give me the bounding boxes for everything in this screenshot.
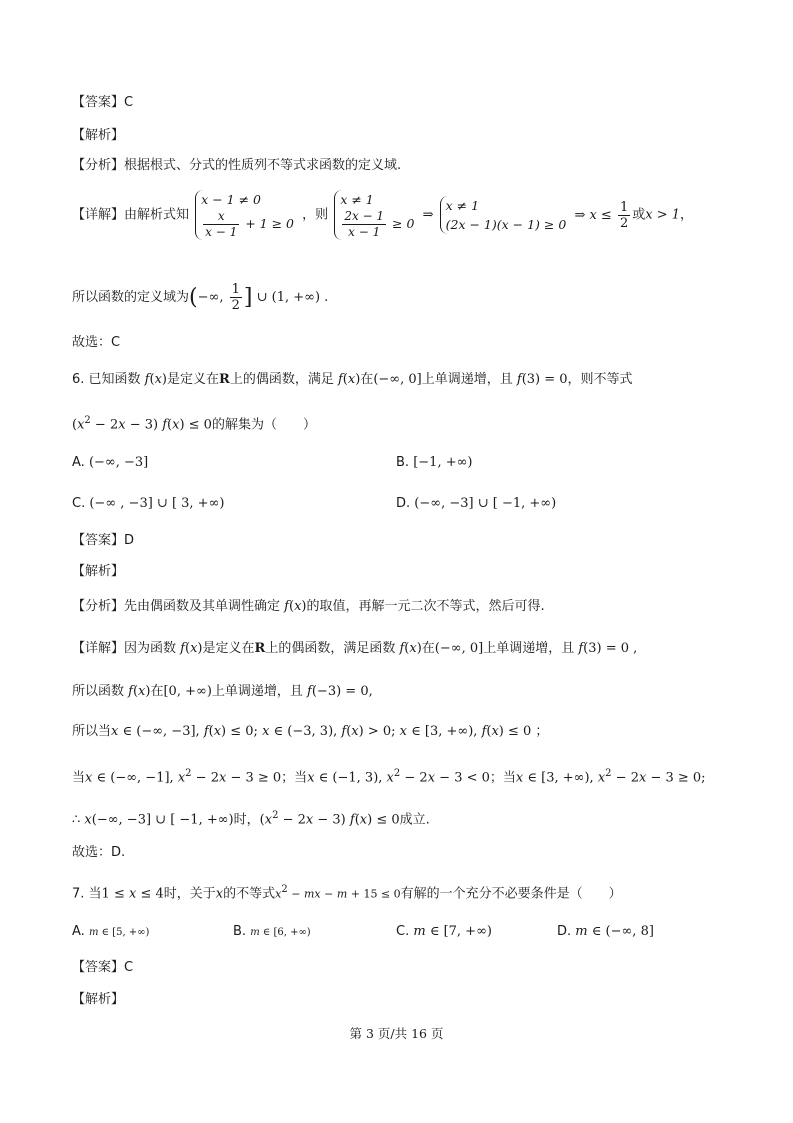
q6-detail-a: 因为函数 bbox=[124, 641, 177, 656]
q6-option-d-label: D. bbox=[396, 496, 411, 511]
q6-answer: 【答案】D bbox=[72, 533, 135, 548]
q6-line5-b: 时， bbox=[233, 812, 260, 828]
q6-option-c[interactable]: C. (−∞ , −3] ∪ [ 3, +∞) bbox=[72, 496, 225, 511]
q7-option-c[interactable]: C. m ∈ [7, +∞) bbox=[396, 924, 492, 939]
q7-option-b-label: B. bbox=[233, 924, 247, 939]
q6-line2-b: 在 bbox=[150, 684, 164, 699]
q6-option-c-label: C. bbox=[72, 496, 86, 511]
q5-detail-pre: 由解析式知 bbox=[124, 207, 190, 223]
q7-option-d[interactable]: D. m ∈ (−∞, 8] bbox=[557, 924, 654, 939]
q6-stem-f: ，则不等式 bbox=[567, 372, 633, 387]
q6-option-d[interactable]: D. (−∞, −3] ∪ [ −1, +∞) bbox=[396, 496, 557, 511]
q6-detail-c: 上的偶函数，满足函数 bbox=[265, 641, 396, 656]
q7-option-c-label: C. bbox=[396, 924, 410, 939]
q6-choose: 故选：D. bbox=[72, 845, 126, 860]
q6-analysis-heading: 【解析】 bbox=[72, 564, 125, 579]
q7-answer: 【答案】C bbox=[72, 960, 134, 975]
q6-detail-label: 【详解】 bbox=[72, 641, 125, 656]
q6-line4-a: 当 bbox=[72, 770, 86, 786]
q5-detail-label: 【详解】 bbox=[72, 207, 125, 223]
q6-detail-line3: 所以当x ∈ (−∞, −3], f(x) ≤ 0; x ∈ (−3, 3), f(x) > 0; x ∈ [3, +∞), f(x) ≤ 0 ； bbox=[72, 724, 549, 739]
q7-analysis-heading: 【解析】 bbox=[72, 992, 125, 1007]
q6-stem-line2: $(x^2 - 2x - 3) f(x) \le 0$的解集为（ ） bbox=[72, 415, 316, 433]
q6-stem-g: 的解集为（ ） bbox=[211, 417, 316, 433]
q7-stem: 7. 当1 ≤ x ≤ 4时，关于x的不等式$x^2$ − mx − m + 15 ≤ 0有解的一个充分不必要条件是（ ） bbox=[72, 884, 622, 902]
q6-detail-line5: ∴ x(−∞, −3] ∪ [ −1, +∞)时，$(x^2 - 2x - 3) f(x) \le 0$成立. bbox=[72, 810, 430, 828]
q6-stem-d: 在 bbox=[360, 372, 374, 387]
q5-domain: 所以函数的定义域为(−∞, $\frac{1}{2}$ ] ∪ (1, +∞) . bbox=[72, 282, 329, 313]
q6-fenxi-a: 先由偶函数及其单调性确定 bbox=[124, 599, 281, 614]
q7-stem-a: 7. 当 bbox=[72, 886, 102, 902]
q5-analysis-heading: 【解析】 bbox=[72, 128, 125, 143]
q6-option-b[interactable]: B. [−1, +∞) bbox=[396, 455, 473, 470]
q6-detail-b: 是定义在 bbox=[202, 641, 255, 656]
q5-choose: 故选：C bbox=[72, 335, 121, 350]
q6-detail-line1: 【详解】因为函数 f(x)是定义在R上的偶函数，满足函数 f(x)在(−∞, 0]上单调递增，且 f(3) = 0 , bbox=[72, 641, 638, 656]
q6-line3-a: 所以当 bbox=[72, 724, 112, 739]
q7-option-a-label: A. bbox=[72, 924, 85, 939]
q6-fenxi: 【分析】先由偶函数及其单调性确定 f(x)的取值，再解一元二次不等式，然后可得. bbox=[72, 599, 545, 614]
q5-detail: 【详解】由解析式知 x − 1 ≠ 0 $\frac{x}{x - 1}$ + 1 ≥ 0 ，则 x ≠ 1 $\frac{2x - 1}{x - 1}$ ≥ 0 ⇒ x ≠ 1 (2x − 1)(x − 1) ≥ 0 ⇒ x ≤ $\frac{1}{2}$ 或x > 1， bbox=[72, 192, 694, 239]
q5-answer: 【答案】C bbox=[72, 95, 134, 110]
q6-line2-c: 上单调递增，且 bbox=[211, 684, 303, 699]
q7-stem-d: 有解的一个充分不必要条件是（ ） bbox=[400, 886, 622, 902]
q7-stem-c: 的不等式 bbox=[223, 886, 276, 902]
q5-fenxi-label: 【分析】 bbox=[72, 158, 125, 173]
q6-option-b-label: B. bbox=[396, 455, 410, 470]
q5-fenxi bbox=[72, 156, 401, 176]
q5-detail-or: 或 bbox=[632, 207, 646, 223]
q5-domain-text: 所以函数的定义域为 bbox=[72, 290, 190, 305]
q5-system-2: x ≠ 1 $\frac{2x - 1}{x - 1}$ ≥ 0 bbox=[334, 190, 414, 240]
q7-option-b[interactable]: B. m ∈ [6, +∞) bbox=[233, 924, 311, 939]
q6-stem-line1: 6. 已知函数 f(x)是定义在R上的偶函数，满足 f(x)在(−∞, 0]上单调递增，且 f(3) = 0，则不等式 bbox=[72, 372, 633, 387]
q6-detail-line4: 当x ∈ (−∞, −1], $x^2 - 2x - 3 \ge 0$；当x ∈ (−1, 3), $x^2 - 2x - 3 < 0$；当x ∈ [3, +∞), $x^2 - 2x - 3 \ge 0$; bbox=[72, 768, 706, 786]
q6-line5-c: 成立. bbox=[399, 812, 430, 828]
q6-line4-c: ；当 bbox=[489, 770, 516, 786]
q6-stem-e: 上单调递增，且 bbox=[421, 372, 513, 387]
q5-system-1: x − 1 ≠ 0 $\frac{x}{x - 1}$ + 1 ≥ 0 bbox=[195, 190, 294, 240]
q6-stem-c: 上的偶函数，满足 bbox=[229, 372, 334, 387]
q6-detail-d: 在 bbox=[421, 641, 435, 656]
q6-line4-b: ；当 bbox=[281, 770, 308, 786]
q5-detail-then: ，则 bbox=[302, 207, 329, 223]
q6-detail-e: 上单调递增，且 bbox=[483, 641, 575, 656]
q6-line2-a: 所以函数 bbox=[72, 684, 125, 699]
q6-fenxi-label: 【分析】 bbox=[72, 599, 125, 614]
q6-option-a-label: A. bbox=[72, 455, 85, 470]
q6-fenxi-b: 的取值，再解一元二次不等式，然后可得. bbox=[306, 599, 545, 614]
page-footer: 第 3 页/共 16 页 bbox=[349, 1026, 444, 1041]
q5-detail-comma: ， bbox=[680, 207, 694, 223]
q7-option-d-label: D. bbox=[557, 924, 572, 939]
q7-option-a[interactable]: A. m ∈ [5, +∞) bbox=[72, 924, 150, 939]
q6-stem-a: 6. 已知函数 bbox=[72, 372, 141, 387]
q6-stem-b: 是定义在 bbox=[167, 372, 220, 387]
q5-system-3: x ≠ 1 (2x − 1)(x − 1) ≥ 0 bbox=[440, 196, 567, 234]
q6-detail-line2: 所以函数 f(x)在[0, +∞)上单调递增，且 f(−3) = 0, bbox=[72, 684, 373, 699]
q7-stem-b: 时，关于 bbox=[163, 886, 216, 902]
q6-option-a[interactable]: A. (−∞, −3] bbox=[72, 455, 149, 470]
q5-fenxi-text: 根据根式、分式的性质列不等式求函数的定义域. bbox=[124, 158, 402, 173]
